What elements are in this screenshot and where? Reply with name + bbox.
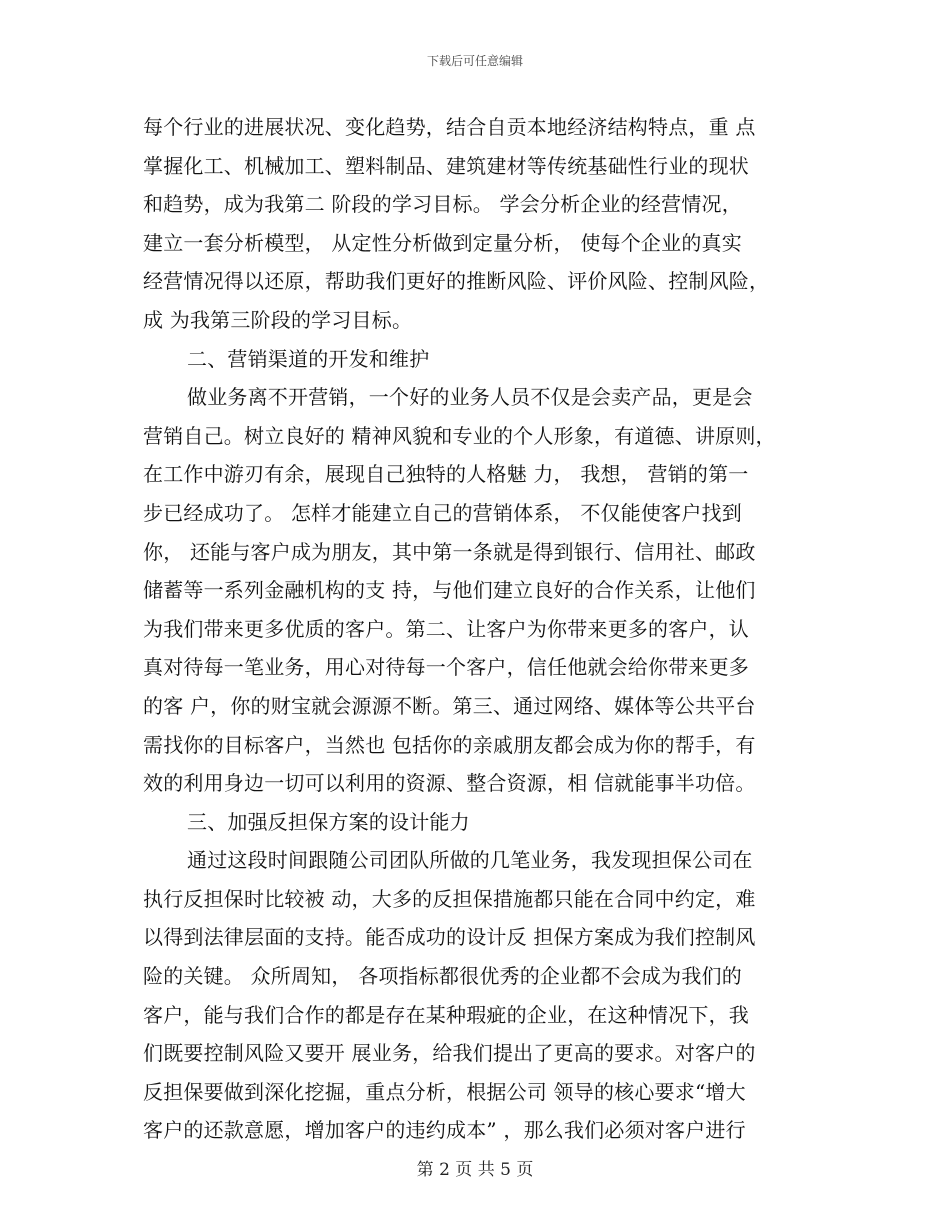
text-line: 效的利用身边一切可以利用的资源、整合资源，相 信就能事半功倍。 [143, 771, 756, 796]
text-line: 成 为我第三阶段的学习目标。 [143, 307, 413, 332]
text-line: 客户，能与我们合作的都是存在某种瑕疵的企业，在这种情况下，我 [143, 1002, 749, 1027]
text-line: 步已经成功了。 怎样才能建立自己的营销体系， 不仅能使客户找到 [143, 500, 742, 525]
text-line: 和趋势，成为我第二 阶段的学习目标。 学会分析企业的经营情况， [143, 192, 742, 217]
text-line: 反担保要做到深化挖掘，重点分析，根据公司 领导的核心要求“增大 [143, 1079, 746, 1104]
text-line: 执行反担保时比较被 动，大多的反担保措施都只能在合同中约定，难 [143, 886, 756, 911]
text-line: 通过这段时间跟随公司团队所做的几笔业务，我发现担保公司在 [187, 848, 753, 873]
section-heading-counter-guarantee: 三、加强反担保方案的设计能力 [187, 809, 470, 834]
text-line: 需找你的目标客户，当然也 包括你的亲戚朋友都会成为你的帮手，有 [143, 732, 756, 757]
text-line: 建立一套分析模型， 从定性分析做到定量分析， 使每个企业的真实 [143, 230, 742, 255]
text-line: 在工作中游刃有余，展现自己独特的人格魅 力， 我想， 营销的第一 [143, 462, 749, 487]
section-heading-marketing: 二、营销渠道的开发和维护 [187, 346, 430, 371]
text-line: 的客 户，你的财宝就会源源不断。第三、通过网络、媒体等公共平台 [143, 693, 756, 718]
text-line: 每个行业的进展状况、变化趋势，结合自贡本地经济结构特点，重 点 [143, 115, 756, 139]
page-header-note: 下载后可任意编辑 [426, 54, 523, 68]
text-line: 以得到法律层面的支持。能否成功的设计反 担保方案成为我们控制风 [143, 925, 756, 950]
text-line: 为我们带来更多优质的客户。第二、让客户为你带来更多的客户，认 [143, 616, 749, 641]
text-line: 真对待每一笔业务，用心对待每一个客户，信任他就会给你带来更多 [143, 655, 749, 680]
page-number: 第 2 页 共 5 页 [416, 1160, 534, 1180]
text-line: 险的关键。 众所周知， 各项指标都很优秀的企业都不会成为我们的 [143, 964, 742, 989]
text-line: 你， 还能与客户成为朋友，其中第一条就是得到银行、信用社、邮政 [143, 539, 756, 564]
text-line: 储蓄等一系列金融机构的支 持，与他们建立良好的合作关系，让他们 [143, 578, 756, 603]
text-line: 经营情况得以还原，帮助我们更好的推断风险、评价风险、控制风险， [143, 269, 770, 294]
text-line: 做业务离不开营销，一个好的业务人员不仅是会卖产品，更是会 [187, 385, 753, 410]
text-line: 们既要控制风险又要开 展业务，给我们提出了更高的要求。对客户的 [143, 1041, 756, 1066]
text-line: 掌握化工、机械加工、塑料制品、建筑建材等传统基础性行业的现状 [143, 153, 749, 178]
text-line: 客户的还款意愿，增加客户的违约成本” ，那么我们必须对客户进行 [143, 1118, 746, 1143]
text-line: 营销自己。树立良好的 精神风貌和专业的个人形象，有道德、讲原则， [143, 423, 776, 448]
document-body [143, 108, 811, 1150]
